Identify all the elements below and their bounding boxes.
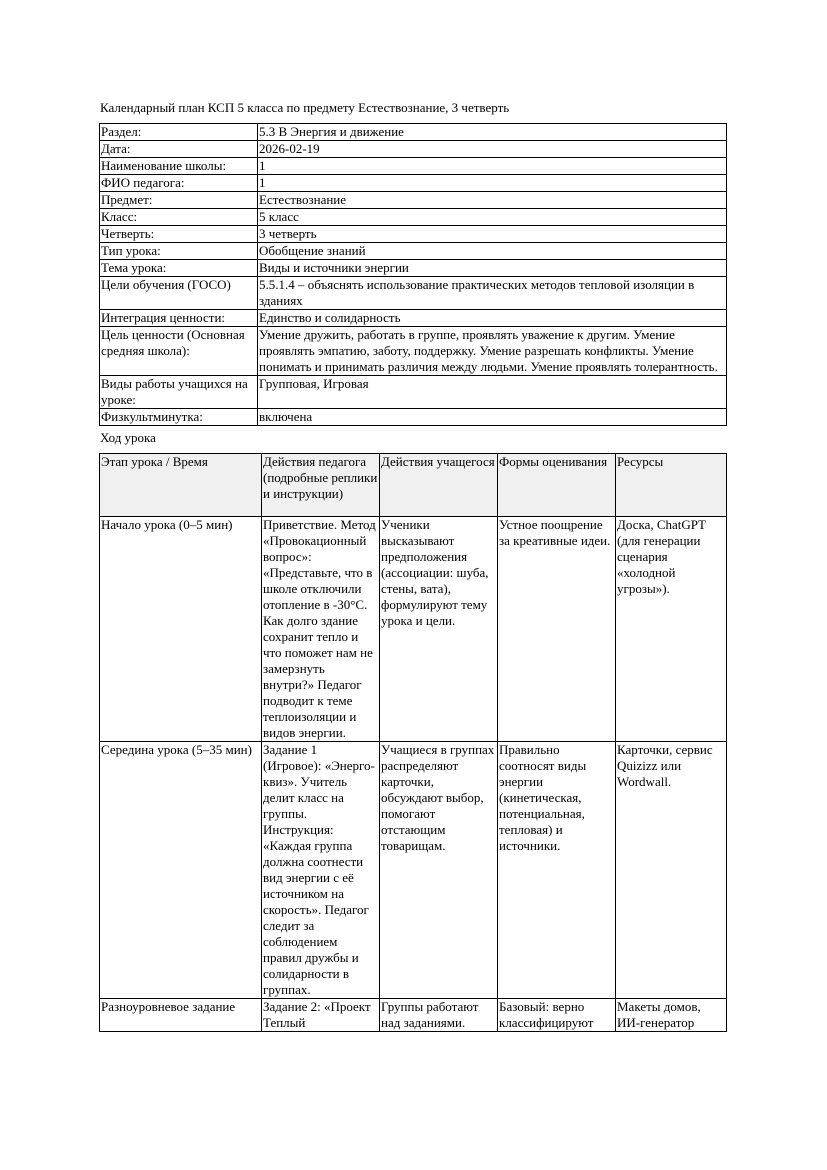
table-cell: Учащиеся в группах распределяют карточки, обсуждают выбор, помогают отстающим товарищам. xyxy=(380,742,498,999)
column-header: Этап урока / Время xyxy=(100,454,262,517)
info-value: 5.5.1.4 – объяснять использование практических методов тепловой изоляции в зданиях xyxy=(258,277,727,310)
info-value: 5.3 В Энергия и движение xyxy=(258,124,727,141)
info-value: включена xyxy=(258,409,727,426)
info-value: Обобщение знаний xyxy=(258,243,727,260)
table-row xyxy=(100,175,727,192)
table-row xyxy=(100,999,727,1032)
table-cell: Ученики высказывают предположения (ассоциации: шуба, стены, вата), формулируют тему урока и цели. xyxy=(380,517,498,742)
lesson-info-table xyxy=(99,123,727,426)
info-value: Единство и солидарность xyxy=(258,310,727,327)
table-row xyxy=(100,517,727,742)
document-title: Календарный план КСП 5 класса по предмету Естествознание, 3 четверть xyxy=(100,100,510,115)
table-row xyxy=(100,209,727,226)
table-cell: Задание 1 (Игровое): «Энерго-квиз». Учитель делит класс на группы. Инструкция: «Каждая группа должна соотнести вид энергии с её источником на скорость». Педагог следит за соблюдением правил дружбы и солидарности в группах. xyxy=(262,742,380,999)
info-value: Групповая, Игровая xyxy=(258,376,727,409)
info-value: 1 xyxy=(258,158,727,175)
info-label: Четверть: xyxy=(100,226,258,243)
lesson-flow-table xyxy=(99,453,727,1032)
table-cell: Базовый: верно классифицируют xyxy=(498,999,616,1032)
info-value: Умение дружить, работать в группе, проявлять уважение к другим. Умение проявлять эмпатию, заботу, поддержку. Умение разрешать конфликты. Умение понимать и принимать различия между людьми. Умение проявлять толерантность. xyxy=(258,327,727,376)
table-cell: Середина урока (5–35 мин) xyxy=(100,742,262,999)
info-label: Наименование школы: xyxy=(100,158,258,175)
table-row xyxy=(100,742,727,999)
info-label: Тема урока: xyxy=(100,260,258,277)
info-label: Дата: xyxy=(100,141,258,158)
table-row xyxy=(100,260,727,277)
column-header: Ресурсы xyxy=(616,454,727,517)
table-cell: Разноуровневое задание xyxy=(100,999,262,1032)
info-label: Класс: xyxy=(100,209,258,226)
column-header: Формы оценивания xyxy=(498,454,616,517)
table-cell: Задание 2: «Проект Теплый xyxy=(262,999,380,1032)
column-header: Действия учащегося xyxy=(380,454,498,517)
table-row xyxy=(100,192,727,209)
table-header-row xyxy=(100,454,727,517)
info-label: Предмет: xyxy=(100,192,258,209)
table-cell: Начало урока (0–5 мин) xyxy=(100,517,262,742)
table-row xyxy=(100,226,727,243)
info-label: Физкультминутка: xyxy=(100,409,258,426)
table-cell: Группы работают над заданиями. xyxy=(380,999,498,1032)
info-label: Раздел: xyxy=(100,124,258,141)
table-cell: Правильно соотносят виды энергии (кинетическая, потенциальная, тепловая) и источники. xyxy=(498,742,616,999)
info-label: ФИО педагога: xyxy=(100,175,258,192)
table-row xyxy=(100,277,727,310)
info-label: Виды работы учащихся на уроке: xyxy=(100,376,258,409)
info-value: Естествознание xyxy=(258,192,727,209)
column-header: Действия педагога (подробные реплики и инструкции) xyxy=(262,454,380,517)
info-value: 3 четверть xyxy=(258,226,727,243)
info-value: 5 класс xyxy=(258,209,727,226)
table-row xyxy=(100,141,727,158)
info-label: Цель ценности (Основная средняя школа): xyxy=(100,327,258,376)
table-row xyxy=(100,158,727,175)
info-label: Интеграция ценности: xyxy=(100,310,258,327)
table-row xyxy=(100,243,727,260)
table-row xyxy=(100,376,727,409)
table-row xyxy=(100,124,727,141)
lesson-flow-heading: Ход урока xyxy=(100,430,156,445)
table-row xyxy=(100,409,727,426)
table-cell: Приветствие. Метод «Провокационный вопрос»: «Представьте, что в школе отключили отопление в -30°C. Как долго здание сохранит тепло и что поможет нам не замерзнуть внутри?» Педагог подводит к теме теплоизоляции и видов энергии. xyxy=(262,517,380,742)
table-row xyxy=(100,310,727,327)
table-cell: Макеты домов, ИИ-генератор xyxy=(616,999,727,1032)
table-row xyxy=(100,327,727,376)
info-value: Виды и источники энергии xyxy=(258,260,727,277)
table-cell: Карточки, сервис Quizizz или Wordwall. xyxy=(616,742,727,999)
info-label: Цели обучения (ГОСО) xyxy=(100,277,258,310)
table-cell: Доска, ChatGPT (для генерации сценария «холодной угрозы»). xyxy=(616,517,727,742)
info-label: Тип урока: xyxy=(100,243,258,260)
info-value: 1 xyxy=(258,175,727,192)
table-cell: Устное поощрение за креативные идеи. xyxy=(498,517,616,742)
info-value: 2026-02-19 xyxy=(258,141,727,158)
